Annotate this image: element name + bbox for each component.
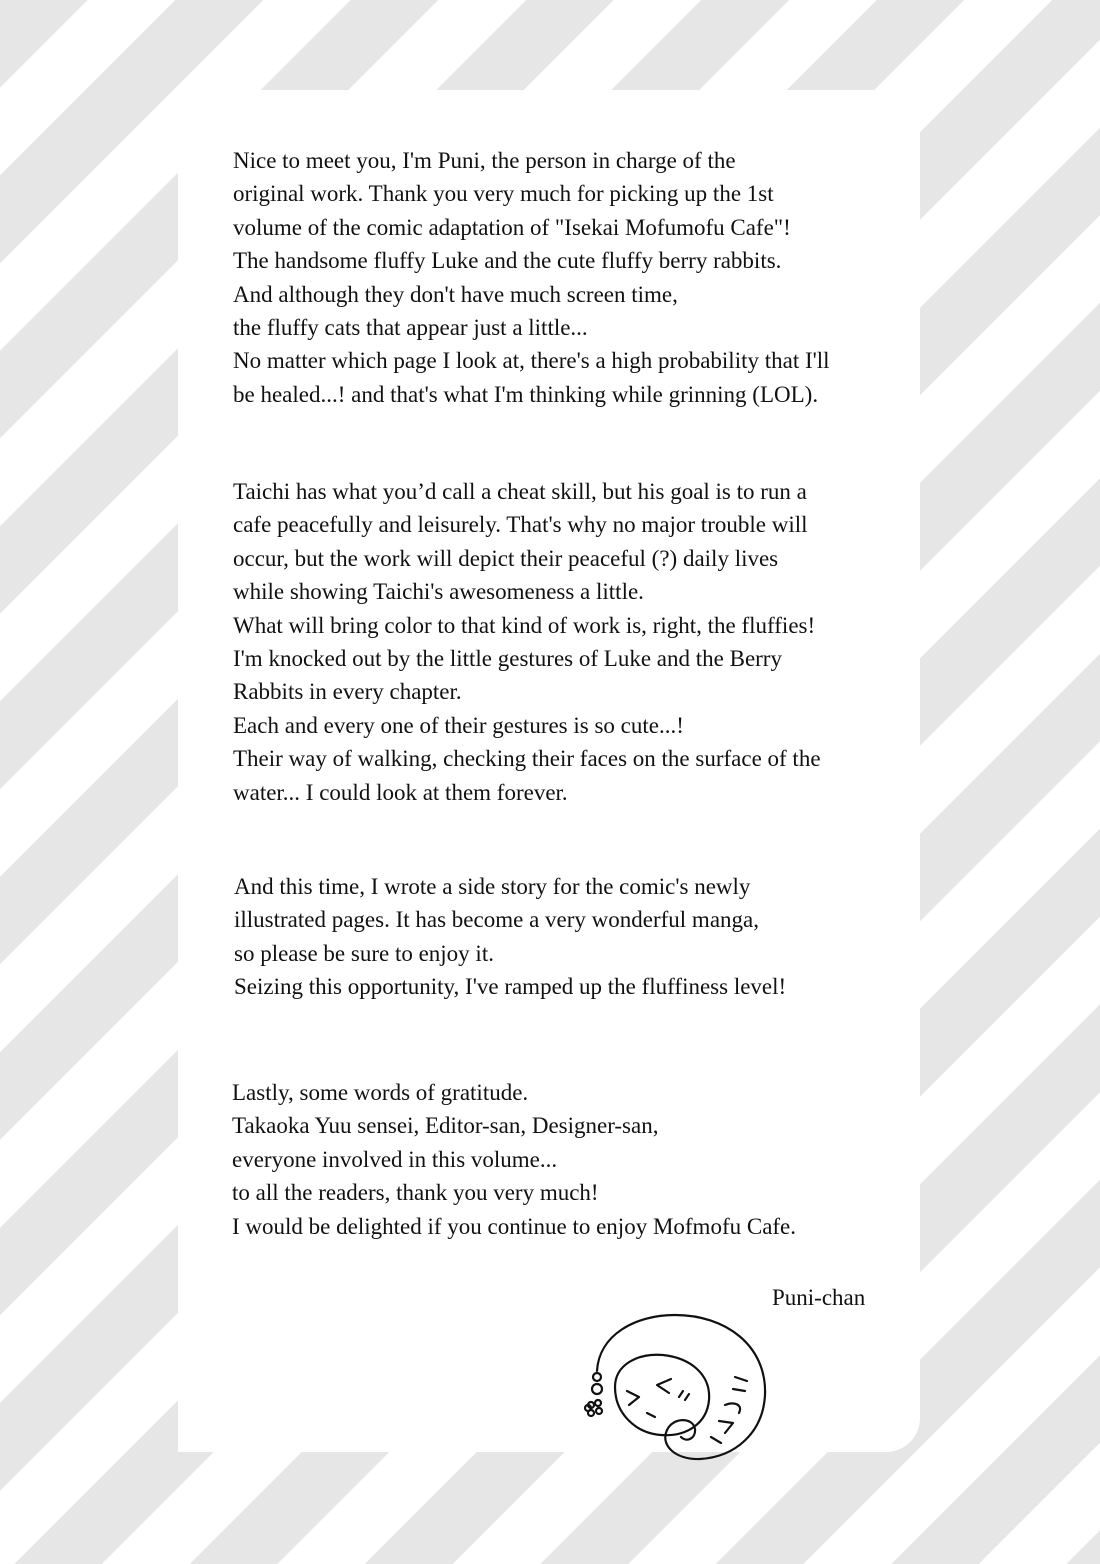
author-signature: Puni-chan bbox=[772, 1285, 866, 1310]
text-line: And although they don't have much screen time, bbox=[233, 281, 678, 307]
text-line: I'm knocked out by the little gestures of Luke and the Berry bbox=[233, 646, 782, 672]
puni-character-drawing-icon bbox=[575, 1305, 780, 1475]
text-line: What will bring color to that kind of work is, right, the fluffies! bbox=[233, 612, 816, 638]
text-line: No matter which page I look at, there's a high probability that I'll bbox=[233, 348, 830, 374]
text-line: original work. Thank you very much for picking up the 1st bbox=[233, 181, 774, 207]
paragraph-story bbox=[233, 475, 821, 809]
text-line: everyone involved in this volume... bbox=[232, 1146, 558, 1172]
text-line: be healed...! and that's what I'm thinking while grinning (LOL). bbox=[233, 381, 819, 407]
text-line: The handsome fluffy Luke and the cute fluffy berry rabbits. bbox=[233, 248, 782, 274]
text-line: the fluffy cats that appear just a little... bbox=[233, 315, 588, 341]
paragraph-side-story bbox=[234, 870, 786, 1004]
text-line: Taichi has what you’d call a cheat skill, but his goal is to run a bbox=[233, 479, 807, 504]
text-line: while showing Taichi's awesomeness a little. bbox=[233, 579, 644, 605]
text-line: occur, but the work will depict their peaceful (?) daily lives bbox=[233, 545, 779, 571]
text-line: Rabbits in every chapter. bbox=[233, 679, 462, 705]
text-line: illustrated pages. It has become a very wonderful manga, bbox=[234, 907, 759, 933]
text-line: I would be delighted if you continue to enjoy Mofmofu Cafe. bbox=[232, 1213, 797, 1239]
text-line: Each and every one of their gestures is so cute...! bbox=[233, 712, 684, 738]
text-line: cafe peacefully and leisurely. That's why no major trouble will bbox=[233, 512, 808, 538]
text-line: Their way of walking, checking their faces on the surface of the bbox=[233, 746, 821, 772]
paragraph-greeting bbox=[233, 144, 830, 411]
text-line: volume of the comic adaptation of "Isekai Mofumofu Cafe"! bbox=[233, 214, 791, 240]
text-line: Nice to meet you, I'm Puni, the person in charge of the bbox=[233, 148, 736, 173]
text-line: And this time, I wrote a side story for the comic's newly bbox=[234, 874, 751, 899]
text-line: to all the readers, thank you very much! bbox=[232, 1180, 599, 1206]
text-line: Takaoka Yuu sensei, Editor-san, Designer-san, bbox=[232, 1113, 659, 1139]
text-line: Seizing this opportunity, I've ramped up the fluffiness level! bbox=[234, 974, 787, 1000]
text-line: Lastly, some words of gratitude. bbox=[232, 1080, 529, 1105]
text-line: so please be sure to enjoy it. bbox=[234, 940, 494, 966]
paragraph-gratitude bbox=[232, 1076, 796, 1243]
text-line: water... I could look at them forever. bbox=[233, 779, 568, 805]
